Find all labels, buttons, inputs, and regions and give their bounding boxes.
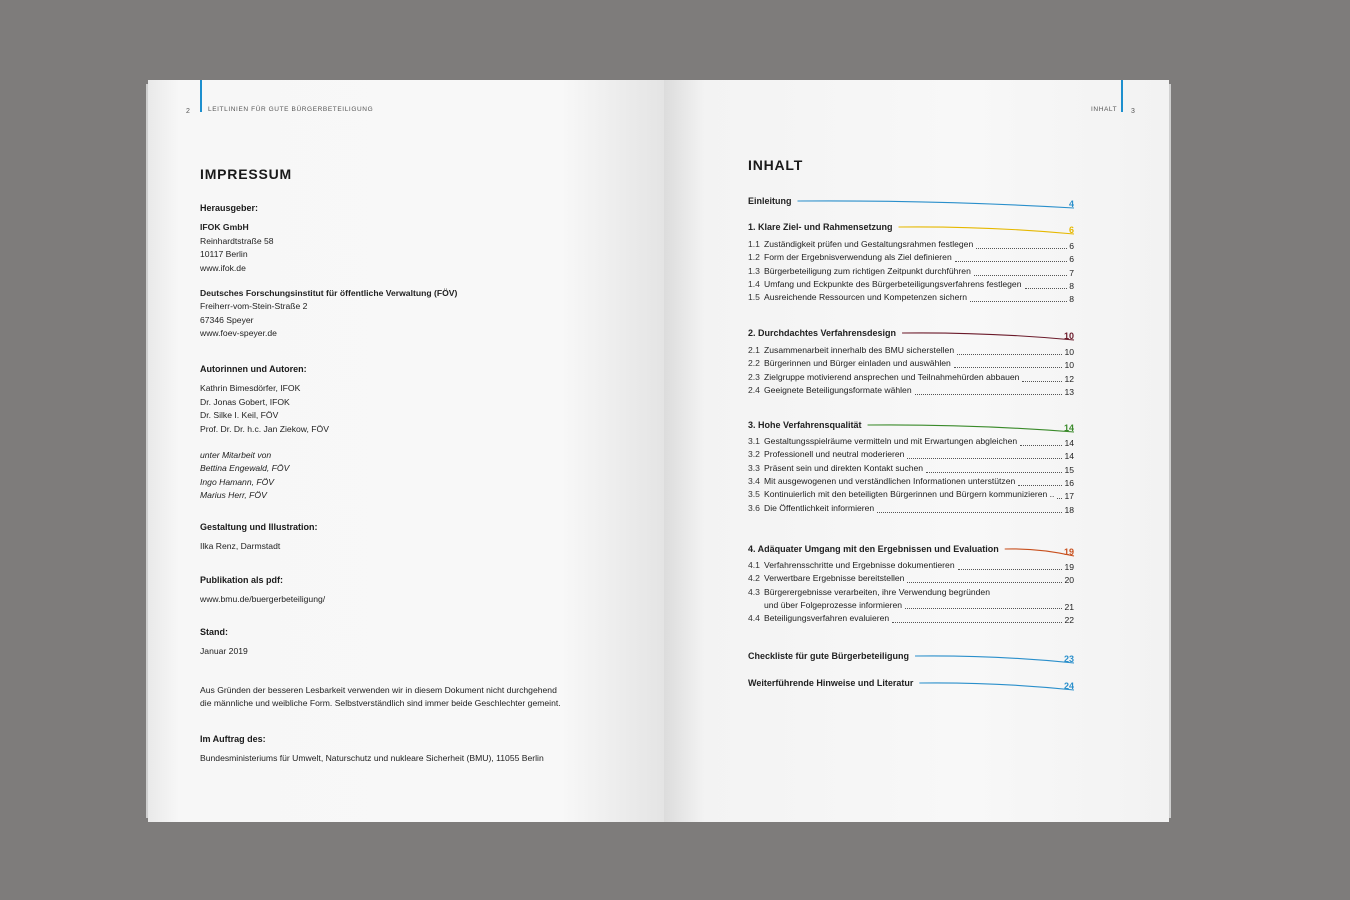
notice-line: die männliche und weibliche Form. Selbstverständlich sind immer beide Geschlechter gemeint. xyxy=(200,698,561,709)
toc-item[interactable] xyxy=(748,279,1074,291)
toc-item-leader xyxy=(958,561,1063,570)
toc-item[interactable] xyxy=(748,385,1074,397)
toc-item-leader xyxy=(955,253,1067,262)
toc-item-page: 20 xyxy=(1064,575,1074,586)
toc-section-underline xyxy=(748,420,1074,436)
toc-item-page: 10 xyxy=(1064,347,1074,357)
toc-section-page: 14 xyxy=(1063,423,1074,433)
toc-item-text: Die Öffentlichkeit informieren xyxy=(764,502,875,513)
toc-item-leader xyxy=(915,386,1063,395)
toc-section-underline xyxy=(748,651,1074,667)
toc-item[interactable] xyxy=(748,358,1074,370)
notice-block xyxy=(200,684,561,711)
toc-item-text-continued: und über Folgeprozesse informieren xyxy=(764,599,903,610)
right-page xyxy=(664,80,1169,822)
toc-item-text: Professionell und neutral moderieren xyxy=(764,449,905,460)
toc-section[interactable] xyxy=(748,651,1074,665)
toc-section[interactable] xyxy=(748,544,1074,558)
toc-item[interactable] xyxy=(748,613,1074,625)
toc-section-page: 23 xyxy=(1063,654,1074,664)
toc-section[interactable] xyxy=(748,678,1074,692)
stand-block xyxy=(200,626,248,659)
toc-item-page: 17 xyxy=(1064,491,1074,502)
toc-section-title: 4. Adäquater Umgang mit den Ergebnissen und Evaluation xyxy=(748,544,999,554)
toc-item-number: 1.5 xyxy=(748,292,760,303)
toc-item[interactable] xyxy=(748,449,1074,461)
toc-section-title: 3. Hohe Verfahrensqualität xyxy=(748,420,862,430)
toc-underline-stroke xyxy=(915,656,1074,663)
pdf-block xyxy=(200,574,325,607)
toc-section-underline xyxy=(748,196,1074,212)
toc-section[interactable] xyxy=(748,328,1074,342)
author-line: Dr. Jonas Gobert, IFOK xyxy=(200,396,290,407)
toc-item-leader xyxy=(1057,490,1062,499)
toc-section-underline xyxy=(748,328,1074,344)
toc-item-number: 4.2 xyxy=(748,573,760,584)
toc-item[interactable] xyxy=(748,372,1074,384)
author-line: Prof. Dr. Dr. h.c. Jan Ziekow, FÖV xyxy=(200,423,329,434)
collaborator-line: Bettina Engewald, FÖV xyxy=(200,463,290,474)
publisher2-line: www.foev-speyer.de xyxy=(200,328,277,339)
toc-item-number: 3.5 xyxy=(748,489,760,500)
toc-item-number: 1.2 xyxy=(748,252,760,263)
toc-section-title: Weiterführende Hinweise und Literatur xyxy=(748,678,914,688)
commission-text: Bundesministeriums für Umwelt, Naturschutz und nukleare Sicherheit (BMU), 11055 Berlin xyxy=(200,753,544,764)
toc-item-text: Bürgerergebnisse verarbeiten, ihre Verwendung begründen xyxy=(764,586,990,597)
toc-item-text: Form der Ergebnisverwendung als Ziel definieren xyxy=(764,252,952,263)
toc-item-page: 13 xyxy=(1064,386,1074,397)
publisher1-line: 10117 Berlin xyxy=(200,249,248,260)
toc-item-text: Präsent sein und direkten Kontakt suchen xyxy=(764,462,924,473)
toc-underline-stroke xyxy=(798,201,1075,208)
right-running-head: INHALT xyxy=(1091,106,1118,113)
toc-section-underline xyxy=(748,678,1074,694)
toc-item[interactable] xyxy=(748,503,1074,515)
toc-item-number: 1.1 xyxy=(748,239,760,249)
toc-section-title: 1. Klare Ziel- und Rahmensetzung xyxy=(748,222,893,232)
toc-section[interactable] xyxy=(748,420,1074,434)
toc-item-text: Umfang und Eckpunkte des Bürgerbeteiligungsverfahrens festlegen xyxy=(764,278,1022,289)
toc-item-leader xyxy=(1025,280,1068,289)
left-running-head: LEITLINIEN FÜR GUTE BÜRGERBETEILIGUNG xyxy=(208,106,374,113)
commission-heading: Im Auftrag des: xyxy=(200,734,266,744)
toc-item[interactable] xyxy=(748,560,1074,572)
publisher2-line: Freiherr-vom-Stein-Straße 2 xyxy=(200,301,308,312)
authors-block xyxy=(200,363,329,503)
toc-item-text: Verwertbare Ergebnisse bereitstellen xyxy=(764,573,905,584)
toc-section-underline xyxy=(748,222,1074,238)
toc-item-number: 3.2 xyxy=(748,449,760,460)
toc-item-page: 15 xyxy=(1064,464,1074,475)
toc-underline-stroke xyxy=(868,425,1074,432)
toc-item-page: 16 xyxy=(1064,477,1074,488)
toc-item-leader xyxy=(954,359,1063,368)
toc-item-page: 6 xyxy=(1069,241,1074,251)
publisher2-line: Deutsches Forschungsinstitut für öffentliche Verwaltung (FÖV) xyxy=(200,288,458,299)
toc-item[interactable] xyxy=(748,345,1074,357)
impressum-title: IMPRESSUM xyxy=(200,166,292,182)
toc-item-page: 8 xyxy=(1069,294,1074,305)
toc-item[interactable] xyxy=(748,436,1074,448)
toc-item-text: Bürgerinnen und Bürger einladen und auswählen xyxy=(764,358,951,369)
toc-item[interactable] xyxy=(748,476,1074,488)
toc-section-title: Einleitung xyxy=(748,196,792,206)
toc-item-text: Ausreichende Ressourcen und Kompetenzen sichern xyxy=(764,292,968,303)
toc-item-leader xyxy=(957,346,1062,355)
commission-block xyxy=(200,733,544,766)
toc-item-page: 19 xyxy=(1064,562,1074,572)
pdf-link[interactable]: www.bmu.de/buergerbeteiligung/ xyxy=(200,594,326,605)
toc-item-text: Kontinuierlich mit den beteiligten Bürgerinnen und Bürgern kommunizieren .. xyxy=(764,489,1055,500)
left-page-number: 2 xyxy=(186,108,190,115)
toc-item-leader xyxy=(877,504,1062,513)
inhalt-title: INHALT xyxy=(748,157,804,173)
toc-section-page: 19 xyxy=(1063,547,1074,557)
toc-item-number: 4.1 xyxy=(748,560,760,570)
collab-label: unter Mitarbeit von xyxy=(200,450,272,461)
toc-item-number: 2.3 xyxy=(748,371,760,382)
right-page-number: 3 xyxy=(1131,108,1135,115)
toc-item-page: 7 xyxy=(1069,267,1074,278)
toc-item-page: 22 xyxy=(1064,614,1074,625)
toc-item-number: 2.2 xyxy=(748,358,760,369)
toc-item-text: Gestaltungsspielräume vermitteln und mit Erwartungen abgleichen xyxy=(764,436,1018,446)
toc-underline-stroke xyxy=(902,333,1074,340)
toc-item-leader xyxy=(907,450,1062,459)
toc-item-leader xyxy=(905,600,1062,609)
toc-item-text: Zusammenarbeit innerhalb des BMU sicherstellen xyxy=(764,345,955,355)
toc-item-text: Zielgruppe motivierend ansprechen und Teilnahmehürden abbauen xyxy=(764,371,1020,382)
toc-item[interactable] xyxy=(748,489,1074,501)
pdf-heading: Publikation als pdf: xyxy=(200,575,284,585)
toc-item-leader xyxy=(907,574,1062,583)
toc-section-page: 4 xyxy=(1068,199,1074,209)
toc-item-leader xyxy=(926,464,1062,473)
toc-section[interactable] xyxy=(748,222,1074,236)
publisher1-line: Reinhardtstraße 58 xyxy=(200,235,274,246)
toc-item[interactable] xyxy=(748,463,1074,475)
toc-item-page: 14 xyxy=(1064,451,1074,462)
publisher1-line: IFOK GmbH xyxy=(200,222,249,233)
left-page xyxy=(148,80,664,822)
toc-section[interactable] xyxy=(748,196,1074,210)
toc-item-leader xyxy=(1020,437,1062,446)
stand-heading: Stand: xyxy=(200,627,228,637)
toc-item-text: Mit ausgewogenen und verständlichen Informationen unterstützen xyxy=(764,475,1016,486)
toc-item-leader xyxy=(974,267,1067,276)
toc-item[interactable] xyxy=(748,586,1074,612)
design-block xyxy=(200,521,318,554)
toc-item-text: Verfahrensschritte und Ergebnisse dokumentieren xyxy=(764,560,955,570)
toc-section-underline xyxy=(748,544,1074,560)
toc-item-text: Bürgerbeteiligung zum richtigen Zeitpunkt durchführen xyxy=(764,265,971,276)
toc-item-text: Geeignete Beteiligungsformate wählen xyxy=(764,384,912,395)
toc-item-leader xyxy=(1018,477,1062,486)
toc-underline-stroke xyxy=(919,683,1074,690)
toc-item-leader xyxy=(892,614,1062,623)
toc-item-number: 4.3 xyxy=(748,586,760,597)
toc-section-page: 10 xyxy=(1063,331,1074,341)
publisher1-line: www.ifok.de xyxy=(200,262,246,273)
toc-underline-stroke xyxy=(1005,549,1074,556)
toc-section-page: 6 xyxy=(1068,225,1074,235)
authors-heading: Autorinnen und Autoren: xyxy=(200,364,307,374)
toc-item-page: 18 xyxy=(1064,504,1074,515)
toc-item-leader xyxy=(1022,373,1062,382)
toc-item[interactable] xyxy=(748,573,1074,585)
toc-item-number: 1.3 xyxy=(748,265,760,276)
toc-item-leader xyxy=(970,293,1067,302)
toc-item-text: Zuständigkeit prüfen und Gestaltungsrahmen festlegen xyxy=(764,239,974,249)
toc-item-number: 1.4 xyxy=(748,278,760,289)
toc-item-number: 3.3 xyxy=(748,462,760,473)
design-heading: Gestaltung und Illustration: xyxy=(200,522,318,532)
toc-item-text: Beteiligungsverfahren evaluieren xyxy=(764,612,890,623)
toc-section-title: Checkliste für gute Bürgerbeteiligung xyxy=(748,651,910,661)
toc-item-page: 14 xyxy=(1064,438,1074,448)
toc-item-number: 3.1 xyxy=(748,436,760,446)
publisher-block xyxy=(200,202,457,341)
toc-item-page: 21 xyxy=(1064,601,1074,612)
notice-line: Aus Gründen der besseren Lesbarkeit verwenden wir in diesem Dokument nicht durchgehend xyxy=(200,685,557,695)
toc-item-page: 12 xyxy=(1064,373,1074,384)
toc-item-number: 2.1 xyxy=(748,345,760,355)
toc-item-page: 8 xyxy=(1069,280,1074,291)
toc-item[interactable] xyxy=(748,292,1074,304)
toc-section-page: 24 xyxy=(1063,681,1074,691)
toc-item[interactable] xyxy=(748,266,1074,278)
design-text: Ilka Renz, Darmstadt xyxy=(200,541,281,552)
toc-section-title: 2. Durchdachtes Verfahrensdesign xyxy=(748,328,897,338)
toc-item-number: 4.4 xyxy=(748,612,760,623)
author-line: Dr. Silke I. Keil, FÖV xyxy=(200,410,279,421)
toc-item-page: 10 xyxy=(1064,360,1074,371)
publisher2-line: 67346 Speyer xyxy=(200,314,254,325)
toc-item-page: 6 xyxy=(1069,254,1074,265)
collaborator-line: Marius Herr, FÖV xyxy=(200,490,267,501)
toc-item[interactable] xyxy=(748,239,1074,251)
toc-item-number: 2.4 xyxy=(748,384,760,395)
left-header-rule xyxy=(200,80,202,112)
stand-text: Januar 2019 xyxy=(200,646,248,657)
toc-item-number: 3.4 xyxy=(748,475,760,486)
toc-item[interactable] xyxy=(748,252,1074,264)
author-line: Kathrin Bimesdörfer, IFOK xyxy=(200,383,301,394)
toc-item-leader xyxy=(976,240,1067,249)
toc-item-number: 3.6 xyxy=(748,502,760,513)
publisher-heading: Herausgeber: xyxy=(200,203,259,213)
collaborator-line: Ingo Hamann, FÖV xyxy=(200,476,275,487)
toc-underline-stroke xyxy=(899,227,1074,234)
right-header-rule xyxy=(1121,80,1123,112)
